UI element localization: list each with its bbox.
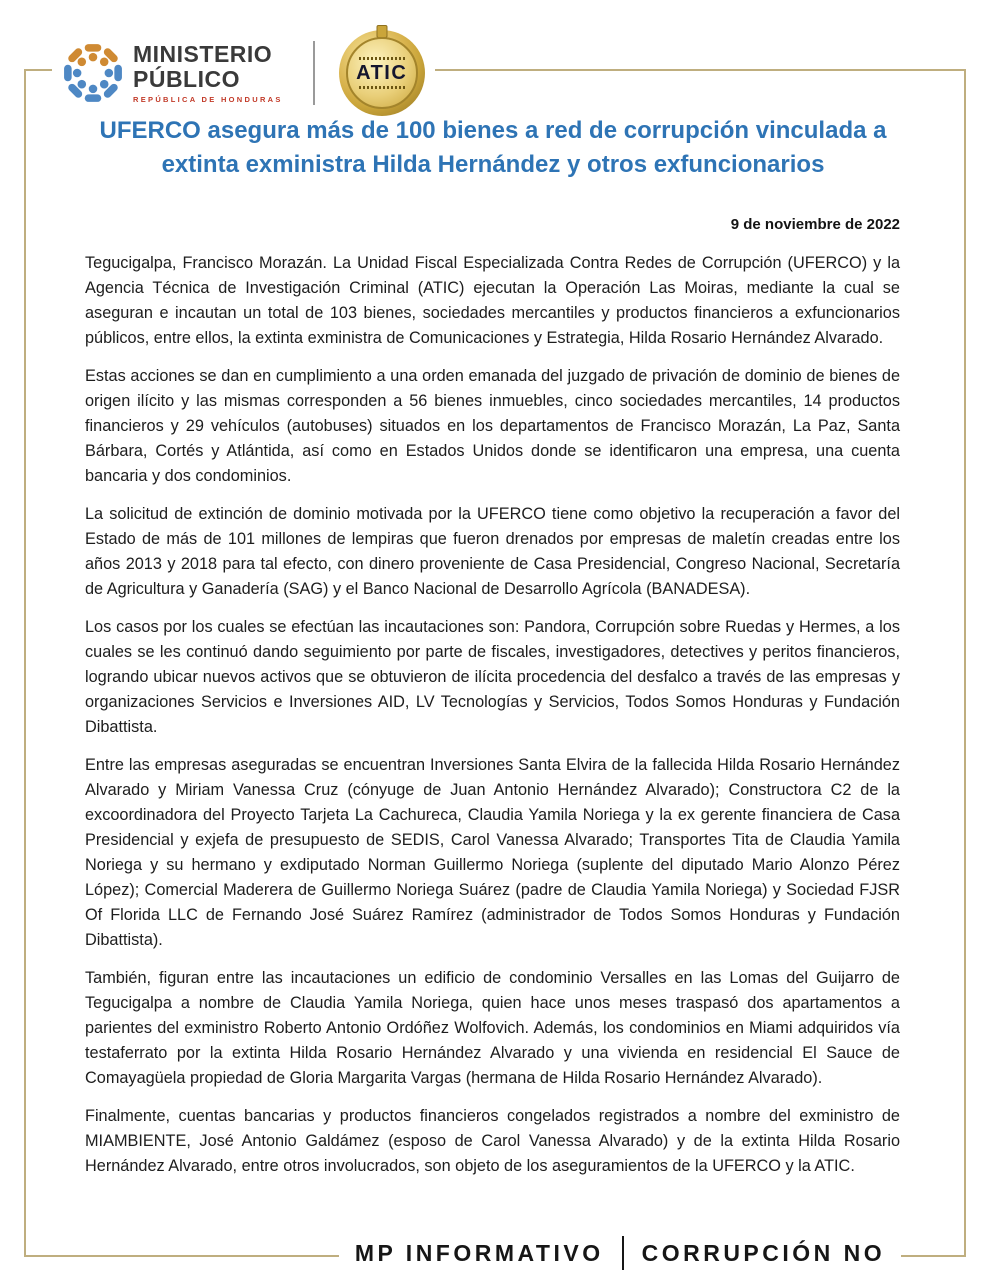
mp-title-line2: PÚBLICO [133, 66, 240, 92]
footer-separator-bar [622, 1236, 624, 1270]
text-line: Estas acciones se dan en cumplimiento a una orden emanada del juzgado de privación de dominio de bienes de origen ilícito y las mismas corresponden a 56 bienes inmuebles, cinco sociedades mercantiles, 14 productos financieros y 29 vehículos (autobuses) situados en los departamentos de Francisco Morazán, La Paz, Santa Bárbara, Cortés y Atlántida, así como en Estados Unidos donde se identificaron una empresa, una cuenta bancaria y dos condominios. [85, 367, 900, 485]
ministerio-publico-people-circle-icon [62, 42, 124, 104]
article-body [85, 251, 900, 1192]
atic-microtext-top [359, 57, 405, 60]
text-line: extinta exministra Hilda Hernández y otros exfuncionarios [161, 151, 825, 178]
footer-mp-informativo: MP INFORMATIVO [354, 1239, 604, 1266]
text-line: UFERCO asegura más de 100 bienes a red de corrupción vinculada a [99, 117, 887, 144]
article-date: 9 de noviembre de 2022 [730, 216, 900, 233]
mp-title-line1: MINISTERIO [133, 41, 273, 67]
text-line: Entre las empresas aseguradas se encuentran Inversiones Santa Elvira de la fallecida Hilda Rosario Hernández Alvarado y Miriam Vanessa Cruz (cónyuge de Juan Antonio Hernández Alvarado); Constructora C2 de la excoordinadora del Proyecto Tarjeta La Cachureca, Claudia Yamila Noriega y la ex gerente financiera de Casa Presidencial y exjefa de presupuesto de SEDIS, Carol Vanessa Alvarado; Transportes Tita de Claudia Yamila Noriega y su hermano y exdiputado Norman Guillermo Noriega (suplente del diputado Mario Alonzo Pérez López); Comercial Maderera de Guillermo Noriega Suárez (padre de Claudia Yamila Noriega) y Sociedad FJSR Of Florida LLC de Fernando José Suárez Ramírez (administrador de Todos Somos Honduras y Fundación Dibattista). [85, 756, 900, 949]
text-line: La solicitud de extinción de dominio motivada por la UFERCO tiene como objetivo la recuperación a favor del Estado de más de 101 millones de lempiras que fueron drenados por empresas de maletín creadas entre los años 2013 y 2018 para tal efecto, con dinero proveniente de Casa Presidencial, Congreso Nacional, Secretaría de Agricultura y Ganadería (SAG) y el Banco Nacional de Desarrollo Agrícola (BANADESA). [85, 505, 900, 598]
text-line: Tegucigalpa, Francisco Morazán. La Unidad Fiscal Especializada Contra Redes de Corrupción (UFERCO) y la Agencia Técnica de Investigación Criminal (ATIC) ejecutan la Operación Las Moiras, mediante la cual se aseguran e incautan un total de 103 bienes, sociedades mercantiles y productos financieros a exfuncionarios públicos, entre ellos, la extinta exministra de Comunicaciones y Estrategia, Hilda Rosario Hernández Alvarado. [85, 254, 900, 347]
header-logos [52, 26, 435, 120]
ministerio-publico-wordmark [133, 42, 283, 104]
logo-divider [313, 41, 315, 105]
text-line: Finalmente, cuentas bancarias y productos financieros congelados registrados a nombre del exministro de MIAMBIENTE, José Antonio Galdámez (esposo de Carol Vanessa Alvarado) y de la extinta Hilda Rosario Hernández Alvarado, entre otros involucrados, son objeto de los aseguramientos de la UFERCO y la ATIC. [85, 1107, 900, 1175]
atic-badge-center [356, 55, 407, 91]
atic-badge-icon [339, 30, 425, 116]
atic-label: ATIC [356, 62, 408, 84]
text-line: También, figuran entre las incautaciones un edificio de condominio Versalles en las Lomas del Guijarro de Tegucigalpa a nombre de Claudia Yamila Noriega, quien hace unos meses traspasó dos apartamentos a parientes del exministro Roberto Antonio Ordóñez Wolfovich. Además, los condominios en Miami adquiridos vía testaferrato por la extinta Hilda Rosario Hernández Alvarado y una vivienda en residencial El Sauce de Comayagüela propiedad de Gloria Margarita Vargas (hermana de Hilda Rosario Hernández Alvarado). [85, 969, 900, 1087]
article-title [40, 114, 946, 182]
footer-banner [254, 1232, 986, 1274]
footer-corrupcion-no: CORRUPCIÓN NO [641, 1239, 886, 1266]
footer-banner-inner [339, 1232, 901, 1274]
text-line: Los casos por los cuales se efectúan las incautaciones son: Pandora, Corrupción sobre Ruedas y Hermes, a los cuales se les continuó dando seguimiento por parte de fiscales, investigadores, detectives y peritos financieros, logrando ubicar nuevos activos que se obtuvieron de ilícita procedencia del desfalco a través de las empresas y organizaciones Servicios e Inversiones AID, LV Tecnologías y Servicios, Todos Somos Honduras y Fundación Dibattista. [85, 618, 900, 736]
atic-microtext-bottom [359, 86, 405, 89]
mp-subtitle: REPÚBLICA DE HONDURAS [133, 95, 283, 104]
